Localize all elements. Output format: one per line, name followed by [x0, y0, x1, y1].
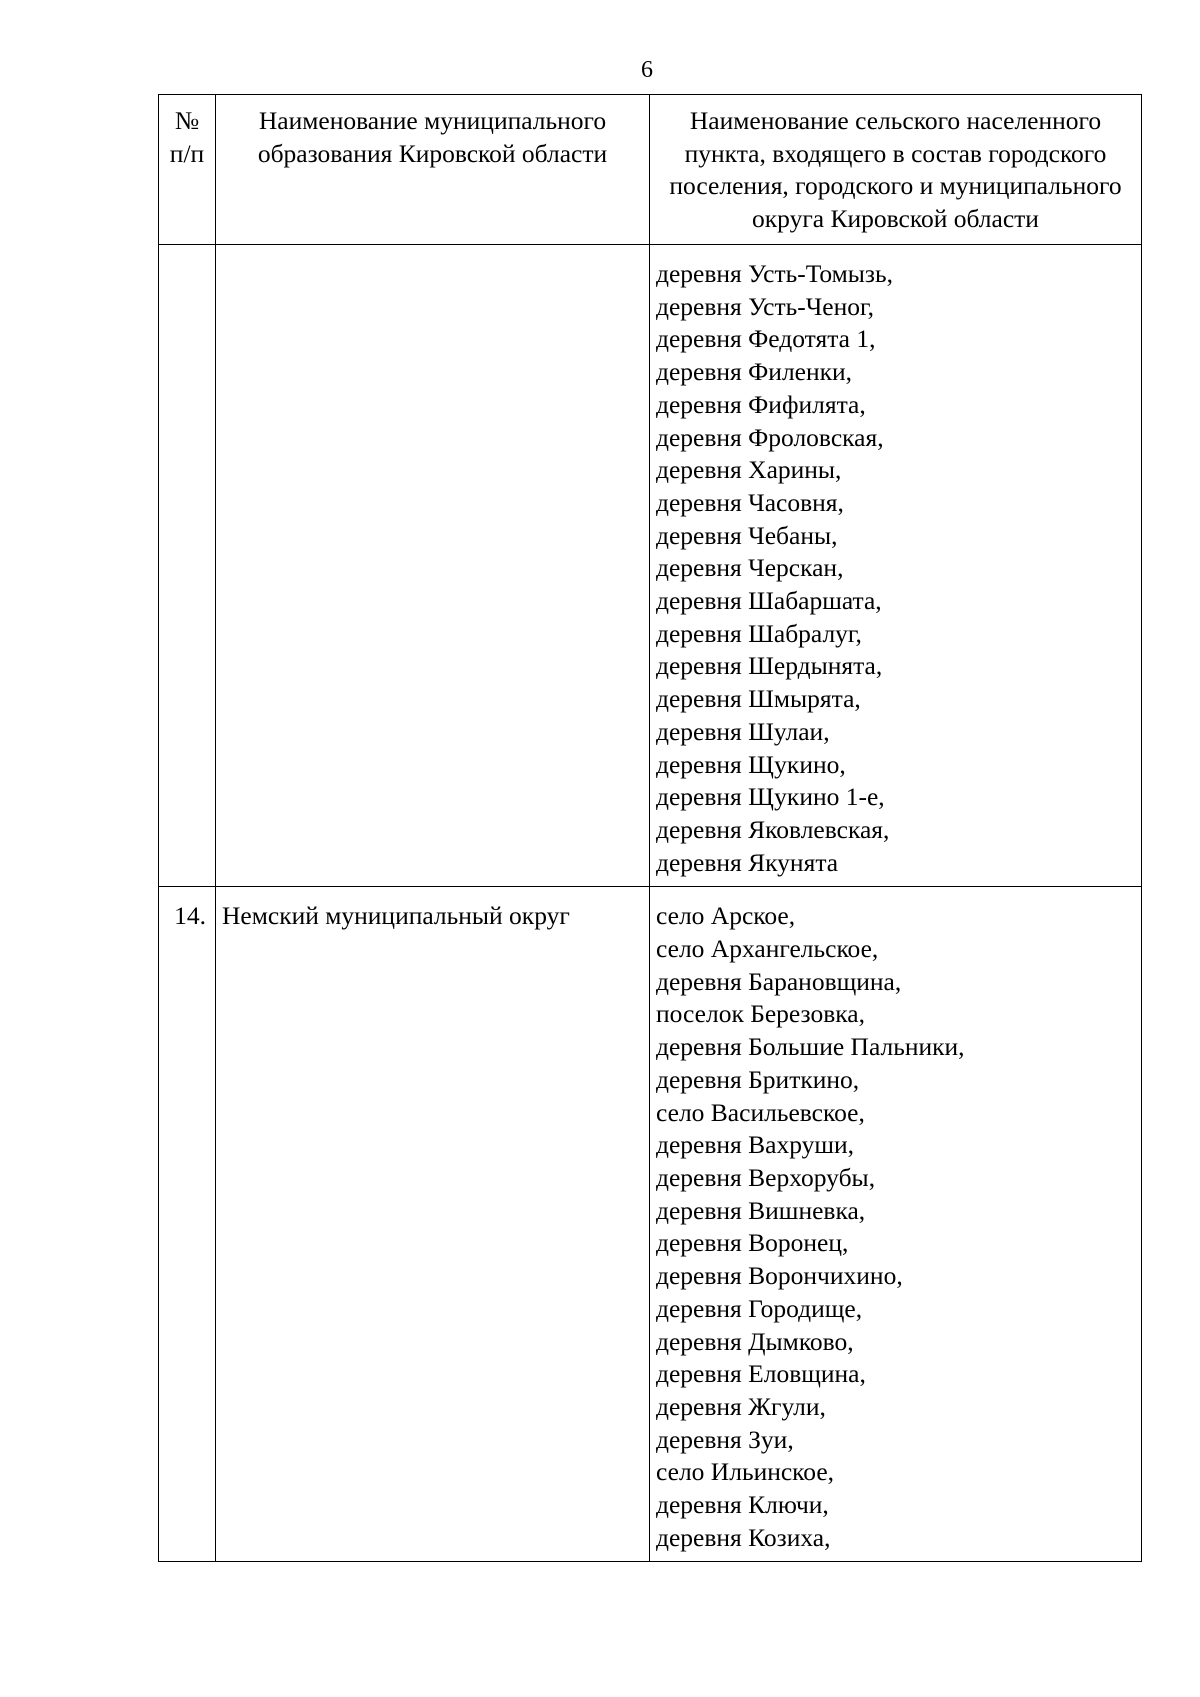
settlement-item: деревня Барановщина, — [656, 966, 902, 996]
settlement-item: село Васильевское, — [656, 1097, 865, 1127]
settlement-item: деревня Усть-Ченог, — [656, 291, 874, 321]
header-settlement: Наименование сельского населенного пункта, входящего в состав городского поселения, городского и муниципального округа Кировской области — [650, 95, 1142, 245]
page-number: 6 — [641, 57, 653, 83]
settlement-item: деревня Федотята 1, — [656, 324, 876, 354]
municipality-cell: Немский муниципальный округ — [216, 887, 650, 1562]
settlement-item: деревня Шердынята, — [656, 651, 883, 681]
settlement-item: деревня Ключи, — [656, 1490, 829, 1520]
settlement-item: деревня Шмырята, — [656, 684, 861, 714]
settlements-cell — [650, 887, 1142, 1562]
settlement-item: деревня Верхорубы, — [656, 1162, 876, 1192]
settlements-table — [158, 94, 1142, 1562]
settlement-item: деревня Часовня, — [656, 487, 844, 517]
header-row — [159, 95, 1142, 245]
settlement-item: деревня Яковлевская, — [656, 814, 890, 844]
settlement-item: деревня Большие Пальники, — [656, 1032, 965, 1062]
settlement-item: поселок Березовка, — [656, 999, 865, 1029]
settlement-item: деревня Еловщина, — [656, 1359, 866, 1389]
settlement-item: деревня Шабаршата, — [656, 586, 882, 616]
table-header — [159, 95, 1142, 245]
table-row — [159, 245, 1142, 887]
municipality-cell — [216, 245, 650, 887]
settlement-item: деревня Чебаны, — [656, 520, 838, 550]
settlement-item: деревня Жгули, — [656, 1391, 826, 1421]
settlement-item: село Арское, — [656, 901, 796, 931]
header-number: № п/п — [159, 95, 216, 245]
table-row — [159, 887, 1142, 1562]
settlement-item: деревня Вахруши, — [656, 1130, 855, 1160]
settlement-item: деревня Шабралуг, — [656, 618, 862, 648]
settlement-item: деревня Воронец, — [656, 1228, 849, 1258]
settlement-item: деревня Фроловская, — [656, 422, 884, 452]
settlement-item: деревня Шулаи, — [656, 716, 830, 746]
table-body — [159, 245, 1142, 1562]
settlement-item: деревня Зуи, — [656, 1424, 794, 1454]
settlement-item: деревня Козиха, — [656, 1522, 831, 1552]
settlement-item: деревня Щукино, — [656, 749, 846, 779]
settlement-item: деревня Щукино 1-е, — [656, 782, 885, 812]
settlement-item: деревня Вишневка, — [656, 1195, 866, 1225]
header-municipality: Наименование муниципального образования Кировской области — [216, 95, 650, 245]
row-number-cell — [159, 245, 216, 887]
settlement-item: деревня Дымково, — [656, 1326, 854, 1356]
settlement-item: деревня Фифилята, — [656, 389, 866, 419]
settlement-item: деревня Харины, — [656, 455, 842, 485]
settlement-item: деревня Бриткино, — [656, 1064, 860, 1094]
settlement-item: село Архангельское, — [656, 934, 879, 964]
settlements-cell — [650, 245, 1142, 887]
settlement-item: деревня Усть-Томызь, — [656, 259, 893, 288]
settlement-item: село Ильинское, — [656, 1457, 835, 1487]
settlement-item: деревня Ворончихино, — [656, 1261, 903, 1291]
settlement-item: деревня Городище, — [656, 1293, 863, 1323]
settlement-item: деревня Филенки, — [656, 357, 853, 387]
settlement-item: деревня Черскан, — [656, 553, 844, 583]
settlement-item: деревня Якунята — [656, 847, 839, 877]
row-number-cell: 14. — [159, 887, 216, 1562]
